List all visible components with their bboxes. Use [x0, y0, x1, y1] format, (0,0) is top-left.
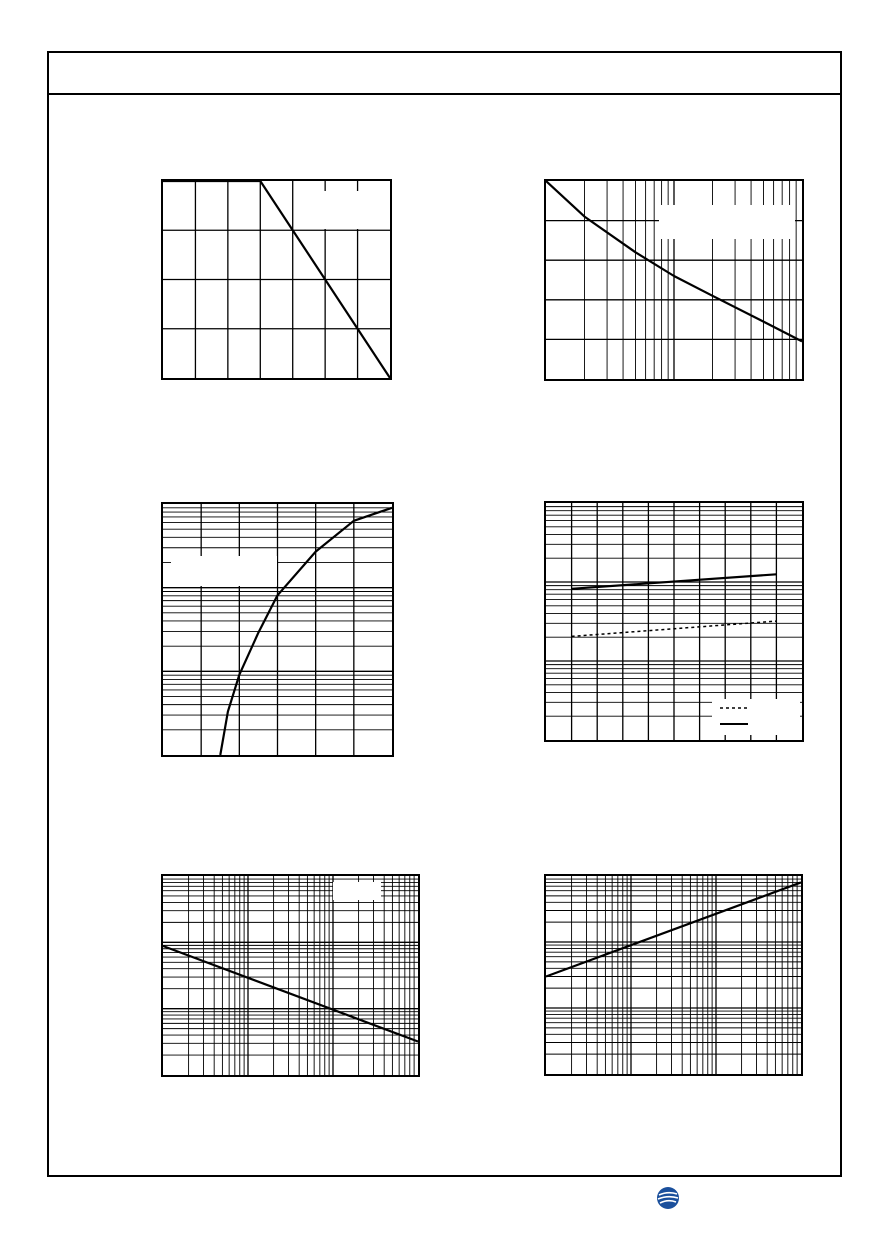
- chart-2: [544, 179, 804, 381]
- chart-1: [161, 179, 392, 380]
- chart-4-legend-box: [712, 699, 800, 735]
- chart-6-svg: [546, 876, 801, 1074]
- chart-5-grid: [163, 876, 418, 1075]
- header-band: [49, 53, 840, 95]
- chart-6-grid: [546, 876, 801, 1074]
- chart-4: [544, 501, 804, 742]
- chart-6-series-1: [546, 882, 801, 976]
- chart-5-svg: [163, 876, 418, 1075]
- chart-3-svg: [163, 504, 392, 755]
- chart-3-legend-box: [171, 556, 277, 586]
- chart-6: [544, 874, 803, 1076]
- brand-logo-icon: [656, 1186, 680, 1210]
- chart-1-legend-box: [324, 191, 388, 229]
- chart-5-legend-box: [333, 882, 381, 900]
- chart-5-series-1: [163, 946, 418, 1042]
- chart-3-grid: [163, 504, 392, 755]
- chart-5: [161, 874, 420, 1077]
- chart-3: [161, 502, 394, 757]
- chart-4-legend: [712, 699, 800, 735]
- chart-2-legend-box: [659, 205, 795, 239]
